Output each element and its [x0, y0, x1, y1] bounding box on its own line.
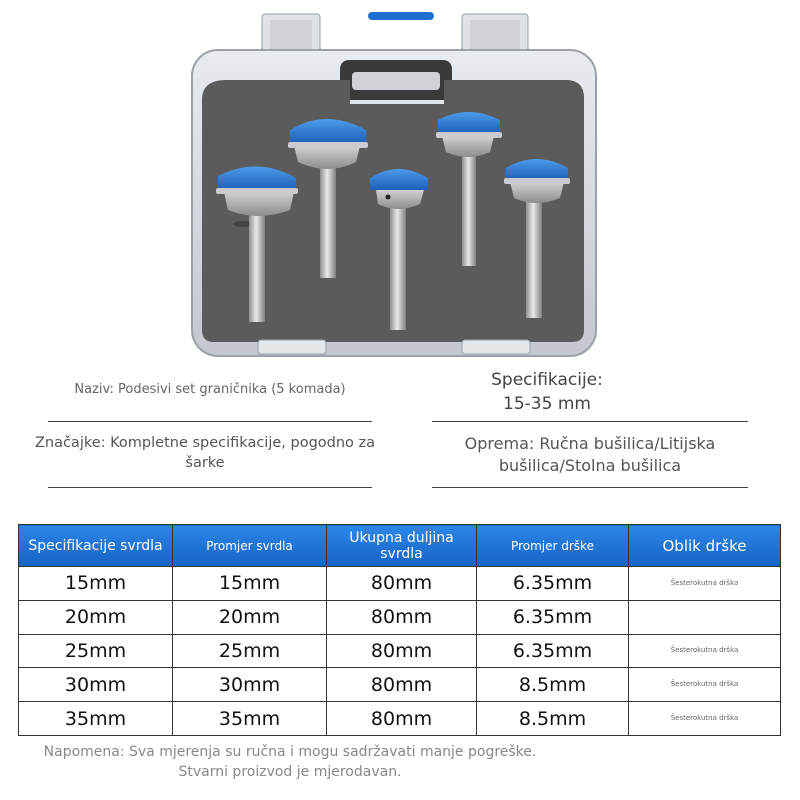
- cell-diameter: 25mm: [173, 634, 327, 668]
- divider: [48, 487, 372, 488]
- cell-shank-diameter: 8.5mm: [477, 702, 629, 736]
- equipment: Oprema: Ručna bušilica/Litijska bušilica/Stolna bušilica: [464, 434, 716, 475]
- cell-length: 80mm: [327, 668, 477, 702]
- product-features: Značajke: Kompletne specifikacije, pogodno za šarke: [34, 435, 376, 471]
- cell-length: 80mm: [327, 567, 477, 601]
- cell-shank-diameter: 8.5mm: [477, 668, 629, 702]
- header-drill-spec: Specifikacije svrdla: [19, 525, 173, 567]
- cell-shank-diameter: 6.35mm: [477, 567, 629, 601]
- cell-shank-diameter: 6.35mm: [477, 600, 629, 634]
- cell-spec: 20mm: [19, 600, 173, 634]
- divider: [48, 421, 372, 422]
- cell-shank-diameter: 6.35mm: [477, 634, 629, 668]
- cell-diameter: 30mm: [173, 668, 327, 702]
- cell-shank-shape: Šesterokutna drška: [629, 634, 781, 668]
- drill-case-illustration: [0, 0, 800, 362]
- divider: [432, 421, 748, 422]
- disclaimer-note: Napomena: Sva mjerenja su ručna i mogu sadržavati manje pogreške. Stvarni proizvod je mjerodavan.: [43, 744, 537, 780]
- table-row: [19, 668, 781, 702]
- table-row: [19, 702, 781, 736]
- cell-spec: 30mm: [19, 668, 173, 702]
- cell-spec: 25mm: [19, 634, 173, 668]
- specification: [432, 368, 662, 416]
- cell-shank-shape: [629, 600, 781, 634]
- table-row: [19, 600, 781, 634]
- accent-bar: [368, 12, 434, 20]
- cell-length: 80mm: [327, 634, 477, 668]
- header-shank-shape: Oblik drške: [629, 525, 781, 567]
- product-photo: [0, 0, 800, 362]
- table-header-row: [19, 525, 781, 567]
- cell-spec: 15mm: [19, 567, 173, 601]
- spec-label: Specifikacije:: [491, 370, 603, 390]
- cell-length: 80mm: [327, 600, 477, 634]
- cell-diameter: 20mm: [173, 600, 327, 634]
- header-drill-diameter: Promjer svrdla: [173, 525, 327, 567]
- table-row: [19, 567, 781, 601]
- table-row: [19, 634, 781, 668]
- divider: [432, 487, 748, 488]
- header-total-length: Ukupna duljina svrdla: [327, 525, 477, 567]
- cell-diameter: 15mm: [173, 567, 327, 601]
- header-shank-diameter: Promjer drške: [477, 525, 629, 567]
- cell-shank-shape: Šesterokutna drška: [629, 567, 781, 601]
- cell-length: 80mm: [327, 702, 477, 736]
- cell-diameter: 35mm: [173, 702, 327, 736]
- spec-value: 15-35 mm: [503, 394, 591, 414]
- cell-shank-shape: Šesterokutna drška: [629, 702, 781, 736]
- cell-spec: 35mm: [19, 702, 173, 736]
- product-name: Naziv: Podesivi set graničnika (5 komada): [74, 382, 346, 397]
- spec-table: [18, 524, 781, 736]
- cell-shank-shape: Šesterokutna drška: [629, 668, 781, 702]
